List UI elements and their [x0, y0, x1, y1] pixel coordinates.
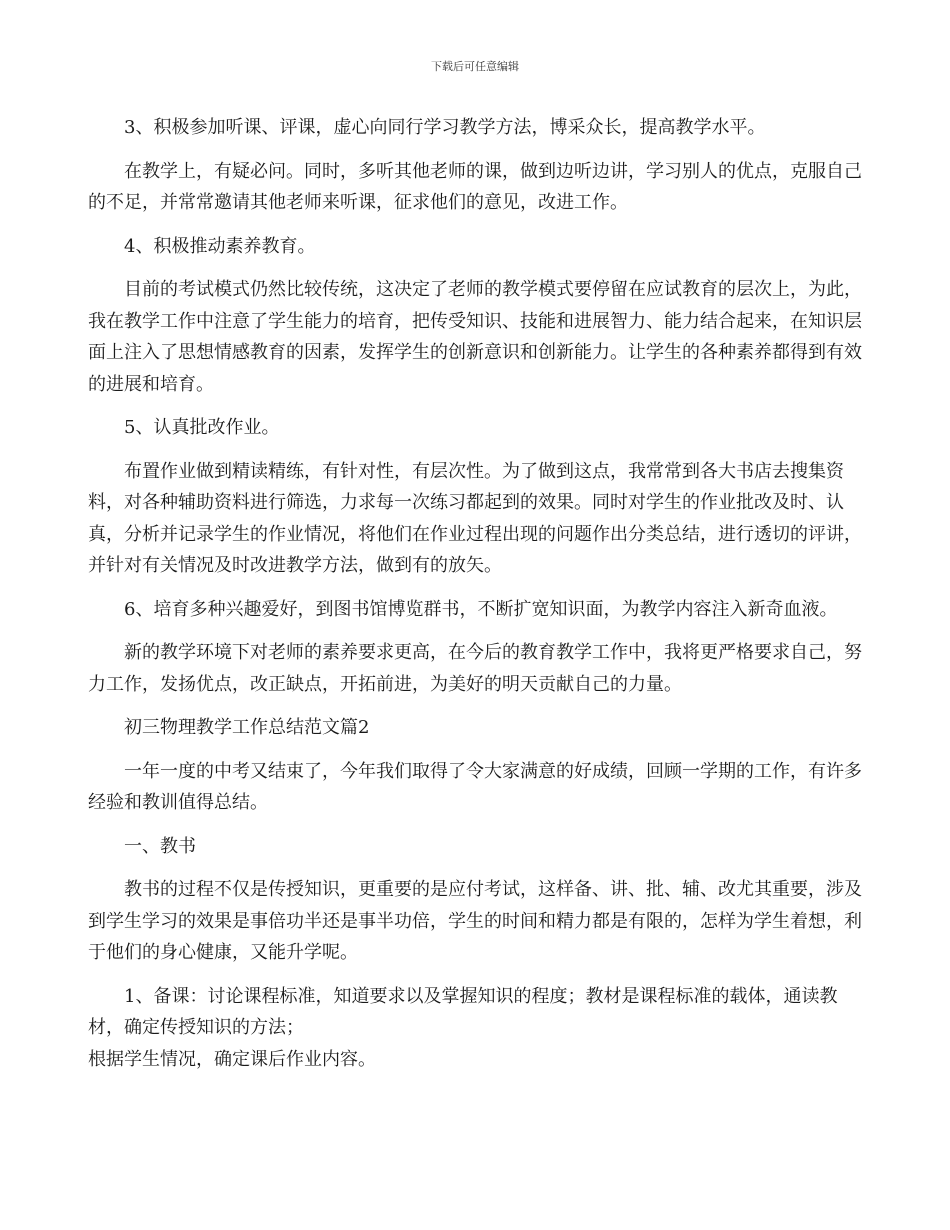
paragraph-exam-summary: 一年一度的中考又结束了，今年我们取得了令大家满意的好成绩，回顾一学期的工作，有许多经验和教训值得总结。: [88, 760, 862, 813]
paragraph-item-6: 6、培育多种兴趣爱好，到图书馆博览群书，不断扩宽知识面，为教学内容注入新奇血液。: [124, 598, 838, 620]
paragraph-homework-content: 根据学生情况，确定课后作业内容。: [88, 1048, 376, 1070]
paragraph-lesson-prep: 1、备课：讨论课程标准，知道要求以及掌握知识的程度；教材是课程标准的载体，通读教材，确定传授知识的方法；: [88, 985, 838, 1038]
paragraph-teaching-process: 教书的过程不仅是传授知识，更重要的是应付考试，这样备、讲、批、辅、改尤其重要，涉及到学生学习的效果是事倍功半还是事半功倍，学生的时间和精力都是有限的，怎样为学生着想，利于他们的身心健康，又能升学呢。: [88, 879, 862, 963]
paragraph-item-3: 3、积极参加听课、评课，虚心向同行学习教学方法，博采众长，提高教学水平。: [124, 117, 766, 138]
paragraph-exam-mode: 目前的考试模式仍然比较传统，这决定了老师的教学模式要停留在应试教育的层次上，为此，我在教学工作中注意了学生能力的培育，把传受知识、技能和进展智力、能力结合起来，在知识层面上注入了思想情感教育的因素，发挥学生的创新意识和创新能力。让学生的各种素养都得到有效的进展和培育。: [88, 279, 862, 395]
paragraph-new-environment: 新的教学环境下对老师的素养要求更高，在今后的教育教学工作中，我将更严格要求自己，努力工作，发扬优点，改正缺点，开拓前进，为美好的明天贡献自己的力量。: [88, 642, 862, 695]
paragraph-homework: 布置作业做到精读精练，有针对性，有层次性。为了做到这点，我常常到各大书店去搜集资料，对各种辅助资料进行筛选，力求每一次练习都起到的效果。同时对学生的作业批改及时、认真，分析并记录学生的作业情况，将他们在作业过程出现的问题作出分类总结，进行透切的评讲，并针对有关情况及时改进教学方法，做到有的放矢。: [88, 460, 862, 576]
paragraph-item-4: 4、积极推动素养教育。: [124, 235, 316, 257]
paragraph-teaching-questions: 在教学上，有疑必问。同时，多听其他老师的课，做到边听边讲，学习别人的优点，克服自己的不足，并常常邀请其他老师来听课，征求他们的意见，改进工作。: [88, 160, 862, 213]
paragraph-item-5: 5、认真批改作业。: [124, 417, 280, 438]
document-body: [88, 112, 862, 1087]
heading-teaching: 一、教书: [124, 835, 196, 857]
section-title-part-2: 初三物理教学工作总结范文篇2: [124, 717, 370, 738]
page-header: 下载后可任意编辑: [431, 60, 519, 73]
